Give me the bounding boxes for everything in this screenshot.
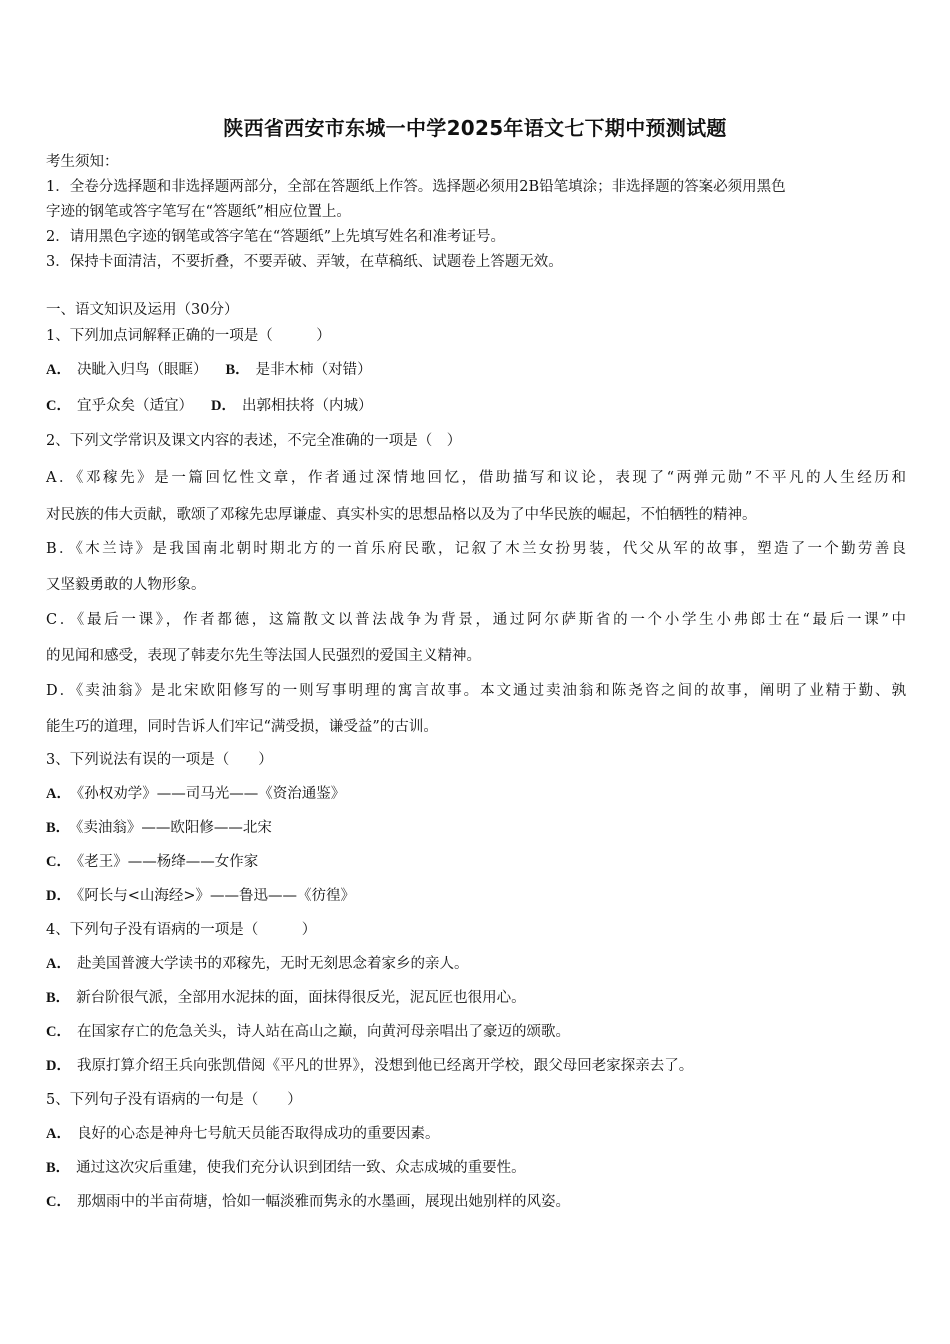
question-1-stem: 1、下列加点词解释正确的一项是（ ）	[46, 328, 331, 344]
option-a: 赴美国普渡大学读书的邓稼先，无时无刻思念着家乡的亲人。	[76, 956, 469, 972]
option-a-label: A．	[46, 956, 71, 972]
question-4-option-d	[46, 1056, 693, 1076]
option-b-label: B．	[46, 1160, 71, 1176]
option-d-label: D．	[46, 888, 71, 904]
option-d-label: D．	[210, 398, 236, 414]
option-a-label: A．	[46, 1126, 71, 1142]
question-2-option-b: B．《木兰诗》是我国南北朝时期北方的一首乐府民歌，记叙了木兰女扮男装，代父从军的故事，塑造了一个勤劳善良	[46, 541, 906, 557]
page-title: 陕西省西安市东城一中学2025年语文七下期中预测试题	[223, 116, 727, 140]
notice-heading: 考生须知：	[46, 154, 119, 170]
option-b: 《卖油翁》——欧阳修——北宋	[76, 820, 272, 836]
option-c-label: C．	[46, 854, 71, 870]
option-a: 决眦入归鸟（眼眶）	[76, 362, 208, 378]
section-heading: 一、语文知识及运用（30分）	[46, 302, 239, 318]
question-3-option-c	[46, 852, 258, 872]
option-a-label: A．	[46, 786, 71, 802]
question-4-option-b	[46, 988, 526, 1008]
option-b: 是非木柿（对错）	[255, 362, 372, 378]
question-2-option-d-cont: 能生巧的道理，同时告诉人们牢记“满受损，谦受益”的古训。	[46, 719, 438, 735]
option-c-label: C．	[46, 398, 71, 414]
question-2-stem: 2、下列文学常识及课文内容的表述，不完全准确的一项是（ ）	[46, 433, 462, 449]
option-c: 《老王》——杨绛——女作家	[76, 854, 259, 870]
question-4-stem: 4、下列句子没有语病的一项是（ ）	[46, 922, 317, 938]
question-3-option-a	[46, 784, 345, 804]
question-2-option-a: A．《邓稼先》是一篇回忆性文章，作者通过深情地回忆，借助描写和议论，表现了“两弹元勋”不平凡的人生经历和	[46, 470, 906, 486]
question-5-option-b	[46, 1158, 526, 1178]
question-5-option-a	[46, 1124, 439, 1144]
option-c-label: C．	[46, 1024, 71, 1040]
notice-item: 1．全卷分选择题和非选择题两部分，全部在答题纸上作答。选择题必须用2B铅笔填涂；非选择题的答案必须用黑色	[46, 179, 786, 195]
option-d: 我原打算介绍王兵向张凯借阅《平凡的世界》，没想到他已经离开学校，跟父母回老家探亲去了。	[76, 1058, 694, 1074]
option-c: 宜乎众矣（适宜）	[76, 398, 193, 414]
question-5-option-c	[46, 1192, 570, 1212]
question-2-option-c-cont: 的见闻和感受，表现了韩麦尔先生等法国人民强烈的爱国主义精神。	[46, 648, 481, 664]
option-d: 《阿长与<山海经>》——鲁迅——《彷徨》	[76, 888, 356, 904]
option-b: 通过这次灾后重建，使我们充分认识到团结一致、众志成城的重要性。	[76, 1160, 526, 1176]
option-a-label: A．	[46, 362, 71, 378]
option-c-label: C．	[46, 1194, 71, 1210]
question-3-option-b	[46, 818, 272, 838]
option-b-label: B．	[46, 990, 71, 1006]
option-a: 《孙权劝学》——司马光——《资治通鉴》	[76, 786, 346, 802]
question-3-option-d	[46, 886, 355, 906]
question-1-options-ab	[46, 360, 372, 380]
question-4-option-c	[46, 1022, 570, 1042]
question-4-option-a	[46, 954, 468, 974]
option-c: 那烟雨中的半亩荷塘，恰如一幅淡雅而隽永的水墨画，展现出她别样的风姿。	[76, 1194, 570, 1210]
question-2-option-b-cont: 又坚毅勇敢的人物形象。	[46, 577, 206, 593]
notice-item: 字迹的钢笔或答字笔写在“答题纸”相应位置上。	[46, 204, 351, 220]
question-2-option-c: C．《最后一课》，作者都德，这篇散文以普法战争为背景，通过阿尔萨斯省的一个小学生小弗郎士在“最后一课”中	[46, 612, 906, 628]
option-d: 出郭相扶将（内城）	[241, 398, 373, 414]
notice-item: 3．保持卡面清洁，不要折叠，不要弄破、弄皱，在草稿纸、试题卷上答题无效。	[46, 254, 563, 270]
option-a: 良好的心态是神舟七号航天员能否取得成功的重要因素。	[76, 1126, 440, 1142]
question-2-option-a-cont: 对民族的伟大贡献，歌颂了邓稼先忠厚谦虚、真实朴实的思想品格以及为了中华民族的崛起，不怕牺牲的精神。	[46, 507, 757, 523]
question-5-stem: 5、下列句子没有语病的一句是（ ）	[46, 1092, 302, 1108]
question-3-stem: 3、下列说法有误的一项是（ ）	[46, 752, 273, 768]
option-c: 在国家存亡的危急关头，诗人站在高山之巅，向黄河母亲唱出了豪迈的颂歌。	[76, 1024, 570, 1040]
option-b-label: B．	[46, 820, 71, 836]
notice-item: 2．请用黑色字迹的钢笔或答字笔在“答题纸”上先填写姓名和准考证号。	[46, 229, 506, 245]
question-1-options-cd	[46, 396, 372, 416]
option-d-label: D．	[46, 1058, 71, 1074]
question-2-option-d: D．《卖油翁》是北宋欧阳修写的一则写事明理的寓言故事。本文通过卖油翁和陈尧咨之间的故事，阐明了业精于勤、孰	[46, 683, 906, 699]
option-b-label: B．	[225, 362, 250, 378]
option-b: 新台阶很气派，全部用水泥抹的面，面抹得很反光，泥瓦匠也很用心。	[76, 990, 526, 1006]
